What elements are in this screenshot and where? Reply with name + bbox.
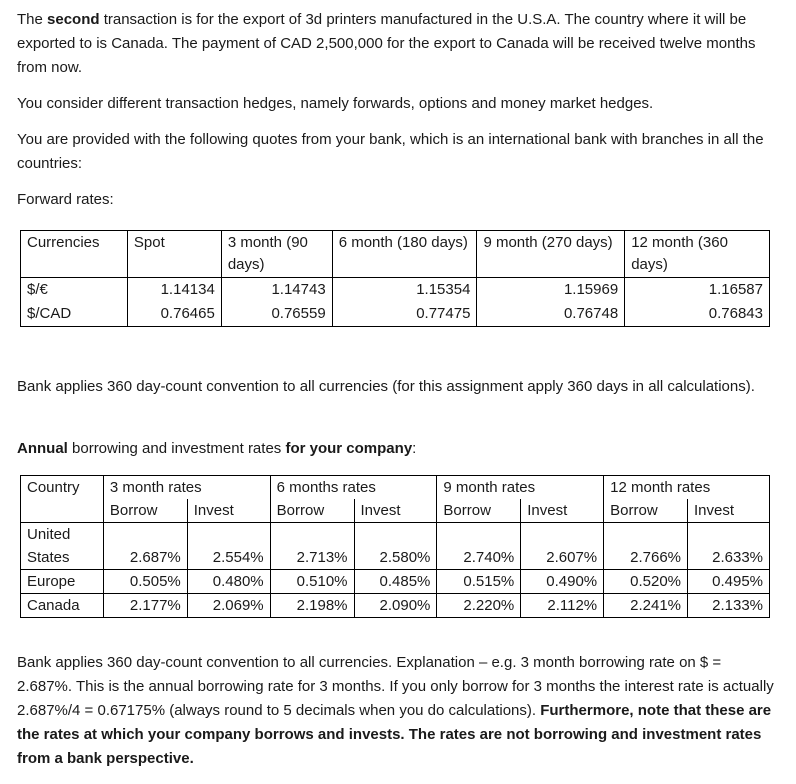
rates-cell: 0.520% <box>604 570 688 594</box>
fwd-cell: 1.16587 <box>625 278 770 303</box>
fwd-cell: 0.77475 <box>332 302 477 327</box>
rates-header-6m: 6 months rates <box>270 476 437 500</box>
fwd-cell: 0.76748 <box>477 302 625 327</box>
rates-subheader-borrow: Borrow <box>604 499 688 523</box>
forward-table-row-usd-eur <box>21 278 770 303</box>
rates-header-9m: 9 month rates <box>437 476 604 500</box>
document-page <box>17 8 782 767</box>
rates-cell: 2.554% <box>187 546 270 570</box>
fwd-header-3m: 3 month (90 days) <box>221 231 332 278</box>
rates-subheader-empty <box>21 499 104 523</box>
explanation-paragraph: Bank applies 360 day-count convention to all currencies. Explanation – e.g. 3 month borrowing rate on $ = 2.687%. This is the annual borrowing rate for 3 months. If you only borrow for 3 months the interest rate is actually 2.687%/4 = 0.67175% (always round to 5 decimals when you do calculations). Furthermore, note that these are the rates at which your company borrows and invests. The rates are not borrowing and investment rates from a bank perspective. <box>17 654 774 767</box>
fwd-cell: 0.76465 <box>127 302 221 327</box>
intro-paragraph-hedges: You consider different transaction hedges, namely forwards, options and money market hedges. <box>17 95 654 112</box>
rates-row-united-states <box>21 546 770 570</box>
rates-cell: 0.485% <box>354 570 437 594</box>
rates-cell: 2.198% <box>270 594 354 618</box>
fwd-header-6m: 6 month (180 days) <box>332 231 477 278</box>
forward-table-header-row <box>21 231 770 278</box>
rates-row-canada <box>21 594 770 618</box>
rates-subheader-borrow: Borrow <box>270 499 354 523</box>
intro-paragraph-quotes: You are provided with the following quotes from your bank, which is an international bank with branches in all the countries: <box>17 131 764 172</box>
fwd-header-currencies: Currencies <box>21 231 128 278</box>
rates-cell: 2.766% <box>604 546 688 570</box>
rates-cell: 2.090% <box>354 594 437 618</box>
rates-cell: 0.515% <box>437 570 521 594</box>
rates-country-europe: Europe <box>21 570 104 594</box>
rates-cell: 0.505% <box>103 570 187 594</box>
bold-note: Furthermore, note that these are the rates at which your company borrows and invests. The rates are not borrowing and investment rates from a bank perspective. <box>17 702 772 767</box>
fwd-cell: 0.76559 <box>221 302 332 327</box>
rates-row-united-states-top <box>21 523 770 547</box>
rates-row-europe <box>21 570 770 594</box>
fwd-cell: 1.15969 <box>477 278 625 303</box>
rates-subheader-invest: Invest <box>187 499 270 523</box>
rates-cell: 2.713% <box>270 546 354 570</box>
fwd-cell: 0.76843 <box>625 302 770 327</box>
rates-period-row <box>21 476 770 500</box>
rates-cell: 2.241% <box>604 594 688 618</box>
intro-paragraph-transaction: The second transaction is for the export of 3d printers manufactured in the U.S.A. The country where it will be exported to is Canada. The payment of CAD 2,500,000 for the export to Canada will be received twelve months from now. <box>17 11 756 76</box>
rates-header-12m: 12 month rates <box>604 476 770 500</box>
rates-subheader-row <box>21 499 770 523</box>
rates-header-3m: 3 month rates <box>103 476 270 500</box>
fwd-header-spot: Spot <box>127 231 221 278</box>
bold-second: second <box>47 11 100 28</box>
rates-cell: 0.510% <box>270 570 354 594</box>
rates-header-country: Country <box>21 476 104 500</box>
fwd-cell: 1.15354 <box>332 278 477 303</box>
forward-table-row-usd-cad <box>21 302 770 327</box>
rates-country-us-line1: United <box>21 523 104 547</box>
forward-rates-heading: Forward rates: <box>17 191 114 208</box>
rates-cell: 2.112% <box>521 594 604 618</box>
forward-rates-table <box>20 230 770 327</box>
rates-cell: 0.495% <box>688 570 770 594</box>
fwd-header-9m: 9 month (270 days) <box>477 231 625 278</box>
rates-cell: 2.607% <box>521 546 604 570</box>
daycount-paragraph: Bank applies 360 day-count convention to all currencies (for this assignment apply 360 days in all calculations). <box>17 378 755 395</box>
rates-cell: 2.633% <box>688 546 770 570</box>
fwd-cell: $/CAD <box>21 302 128 327</box>
rates-cell: 2.687% <box>103 546 187 570</box>
borrowing-investment-table <box>20 475 770 618</box>
fwd-cell: 1.14743 <box>221 278 332 303</box>
fwd-header-12m: 12 month (360 days) <box>625 231 770 278</box>
rates-cell: 2.069% <box>187 594 270 618</box>
rates-cell: 2.133% <box>688 594 770 618</box>
rates-cell: 2.740% <box>437 546 521 570</box>
fwd-cell: 1.14134 <box>127 278 221 303</box>
rates-subheader-invest: Invest <box>521 499 604 523</box>
annual-rates-heading: Annual borrowing and investment rates for your company: <box>17 440 417 457</box>
rates-cell: 2.580% <box>354 546 437 570</box>
rates-cell: 2.177% <box>103 594 187 618</box>
rates-subheader-invest: Invest <box>354 499 437 523</box>
rates-cell: 0.480% <box>187 570 270 594</box>
rates-cell: 2.220% <box>437 594 521 618</box>
rates-subheader-borrow: Borrow <box>103 499 187 523</box>
rates-subheader-borrow: Borrow <box>437 499 521 523</box>
rates-cell: 0.490% <box>521 570 604 594</box>
rates-country-canada: Canada <box>21 594 104 618</box>
rates-subheader-invest: Invest <box>688 499 770 523</box>
fwd-cell: $/€ <box>21 278 128 303</box>
rates-country-us-line2: States <box>21 546 104 570</box>
